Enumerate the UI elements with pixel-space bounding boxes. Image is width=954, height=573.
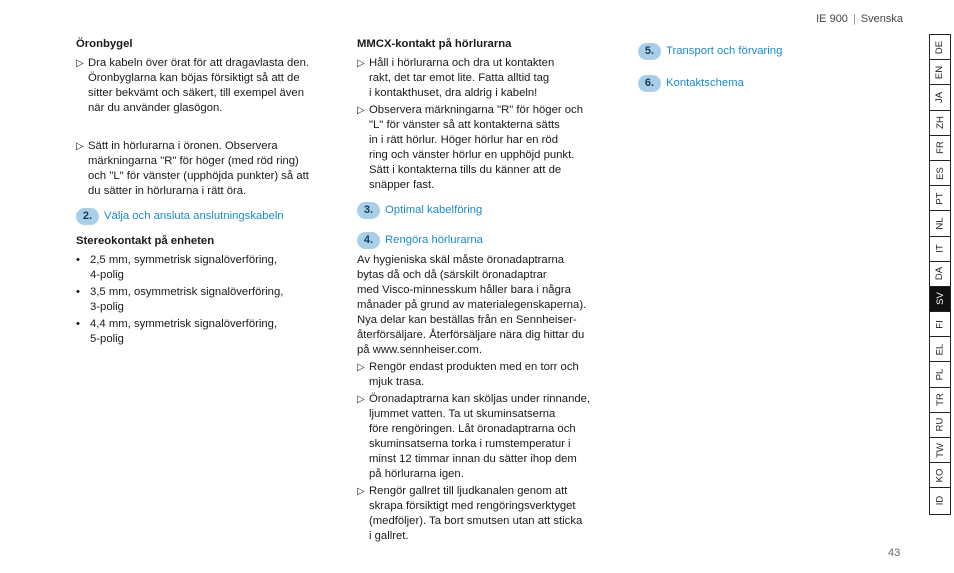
language-tab-ru[interactable]	[930, 413, 950, 438]
language-tab-tr[interactable]	[930, 388, 950, 413]
language-tab-label: FI	[934, 319, 946, 329]
section-number-badge: 4.	[357, 232, 380, 249]
text-line: mjuk trasa.	[369, 376, 425, 388]
column-3	[638, 43, 898, 92]
page-number: 43	[888, 547, 901, 559]
language-tab-label: KO	[934, 468, 946, 483]
section-title: Välja och ansluta anslutningskabeln	[104, 210, 284, 222]
text-line: "L" för vänster så att kontakterna sätts	[369, 119, 560, 131]
language-tab-label: IT	[934, 244, 946, 253]
text-line: skrapa försiktigt med rengöringsverktyget	[369, 500, 576, 512]
text-line: sitter bekvämt och säkert, till exempel även	[88, 87, 304, 99]
section-5-heading	[638, 43, 898, 60]
language-tab-pt[interactable]	[930, 186, 950, 211]
header-language: Svenska	[860, 13, 903, 25]
text-line: rakt, det tar emot lite. Fatta alltid tag	[369, 72, 550, 84]
language-tab-da[interactable]	[930, 262, 950, 287]
text-line: du sätter in hörlurarna i rätt öra.	[88, 185, 247, 197]
language-index-bar	[929, 34, 951, 515]
text-line: och "L" för vänster (upphöjda punkter) så att	[88, 170, 309, 182]
text-line: i gallret.	[369, 530, 409, 542]
cleaning-paragraph	[357, 253, 625, 358]
text-line: (medföljer). Ta bort smutsen utan att sticka	[369, 515, 583, 527]
language-tab-es[interactable]	[930, 161, 950, 186]
language-tab-en[interactable]	[930, 60, 950, 85]
language-tab-label: RU	[934, 418, 946, 432]
text-line: • 3,5 mm, osymmetrisk signalöverföring,	[90, 286, 284, 298]
instruction-ear-hook	[76, 56, 348, 116]
language-tab-label: ES	[934, 166, 946, 180]
language-tab-label: SV	[934, 292, 946, 306]
section-number-badge: 6.	[638, 75, 661, 92]
text-line: med Visco-minnesskum håller bara i några	[357, 284, 571, 296]
header-separator: |	[852, 13, 856, 25]
text-line: i kontakthuset, dra aldrig i kabeln!	[369, 87, 538, 99]
text-line: Nya delar kan beställas från en Sennheiser-	[357, 314, 577, 326]
text-line: • 4,4 mm, symmetrisk signalöverföring,	[90, 318, 278, 330]
text-line: in i rätt hörlur. Höger hörlur har en röd	[369, 134, 559, 146]
language-tab-nl[interactable]	[930, 211, 950, 236]
heading-mmcx: MMCX-kontakt på hörlurarna	[357, 38, 512, 50]
section-title: Optimal kabelföring	[385, 204, 483, 216]
language-tab-pl[interactable]	[930, 362, 950, 387]
text-line: månader på grund av materialegenskaperna).	[357, 299, 587, 311]
instruction-observe-markings	[357, 103, 625, 193]
language-tab-label: FR	[934, 141, 946, 155]
text-line: 5-polig	[90, 333, 124, 345]
instruction-clean-grille	[357, 484, 625, 544]
language-tab-label: PT	[934, 192, 946, 205]
text-line: ljummet vatten. Ta ut skuminsatserna	[369, 408, 556, 420]
instruction-pull-connector	[357, 56, 625, 101]
text-line: ▷ Rengör gallret till ljudkanalen genom att	[369, 485, 568, 497]
page-header	[816, 12, 903, 27]
language-tab-de[interactable]	[930, 35, 950, 60]
language-tab-label: JA	[934, 91, 946, 104]
list-item	[76, 253, 348, 283]
section-number-badge: 5.	[638, 43, 661, 60]
language-tab-sv[interactable]	[930, 287, 950, 312]
section-title: Rengöra hörlurarna	[385, 234, 483, 246]
text-line: ring och vänster hörlur en upphöjd punkt.	[369, 149, 575, 161]
text-line: ▷ Sätt in hörlurarna i öronen. Observera	[88, 140, 278, 152]
text-line: ▷ Rengör endast produkten med en torr och	[369, 361, 579, 373]
language-tab-label: EL	[934, 343, 946, 356]
list-item	[76, 285, 348, 315]
section-4-heading	[357, 232, 625, 249]
language-tab-fi[interactable]	[930, 312, 950, 337]
list-item	[76, 317, 348, 347]
section-2-heading	[76, 208, 348, 225]
heading-oronbygel: Öronbygel	[76, 38, 133, 50]
heading-stereo-connector: Stereokontakt på enheten	[76, 235, 215, 247]
text-line: ▷ Dra kabeln över örat för att dragavlasta den.	[88, 57, 310, 69]
section-number-badge: 2.	[76, 208, 99, 225]
text-line: bytas då och då (särskilt öronadaptrar	[357, 269, 547, 281]
text-line: återförsäljare. Återförsäljare nära dig hittar du	[357, 329, 585, 341]
section-title: Transport och förvaring	[666, 45, 783, 57]
instruction-insert-earphones	[76, 139, 348, 199]
text-line: 4-polig	[90, 269, 124, 281]
language-tab-id[interactable]	[930, 488, 950, 513]
text-line: ▷ Öronadaptrarna kan sköljas under rinnande,	[369, 393, 591, 405]
language-tab-label: DA	[934, 267, 946, 281]
text-line: Sätt i kontakterna tills du känner att de	[369, 164, 562, 176]
language-tab-label: ZH	[934, 116, 946, 129]
language-tab-label: PL	[934, 368, 946, 381]
text-line: på www.sennheiser.com.	[357, 344, 482, 356]
language-tab-label: ID	[934, 496, 946, 506]
text-line: snäpper fast.	[369, 179, 435, 191]
text-line: på hörlurarna igen.	[369, 468, 464, 480]
text-line: Öronbyglarna kan böjas försiktigt så att de	[88, 72, 300, 84]
product-name: IE 900	[816, 13, 848, 25]
language-tab-label: TW	[934, 442, 946, 458]
instruction-rinse-adapters	[357, 392, 625, 482]
text-line: • 2,5 mm, symmetrisk signalöverföring,	[90, 254, 278, 266]
text-line: minst 12 timmar innan du sätter ihop dem	[369, 453, 577, 465]
text-line: när du använder glasögon.	[88, 102, 223, 114]
section-3-heading	[357, 202, 625, 219]
text-line: skuminsatserna torka i rumstemperatur i	[369, 438, 571, 450]
language-tab-label: DE	[934, 40, 946, 54]
text-line: före rengöringen. Låt öronadaptrarna och	[369, 423, 576, 435]
instruction-dry-cloth	[357, 360, 625, 390]
language-tab-zh[interactable]	[930, 111, 950, 136]
language-tab-label: EN	[934, 65, 946, 79]
text-line: Av hygieniska skäl måste öronadaptrarna	[357, 254, 565, 266]
text-line: ▷ Håll i hörlurarna och dra ut kontakten	[369, 57, 555, 69]
language-tab-ko[interactable]	[930, 463, 950, 488]
column-1	[76, 37, 348, 347]
text-line: 3-polig	[90, 301, 124, 313]
language-tab-el[interactable]	[930, 337, 950, 362]
section-title: Kontaktschema	[666, 77, 744, 89]
column-2	[357, 37, 625, 544]
language-tab-it[interactable]	[930, 237, 950, 262]
language-tab-tw[interactable]	[930, 438, 950, 463]
text-line: märkningarna "R" för höger (med röd ring)	[88, 155, 299, 167]
language-tab-ja[interactable]	[930, 85, 950, 110]
text-line: ▷ Observera märkningarna "R" för höger och	[369, 104, 583, 116]
language-tab-fr[interactable]	[930, 136, 950, 161]
language-tab-label: TR	[934, 393, 946, 407]
language-tab-label: NL	[934, 217, 946, 230]
section-6-heading	[638, 75, 898, 92]
section-number-badge: 3.	[357, 202, 380, 219]
